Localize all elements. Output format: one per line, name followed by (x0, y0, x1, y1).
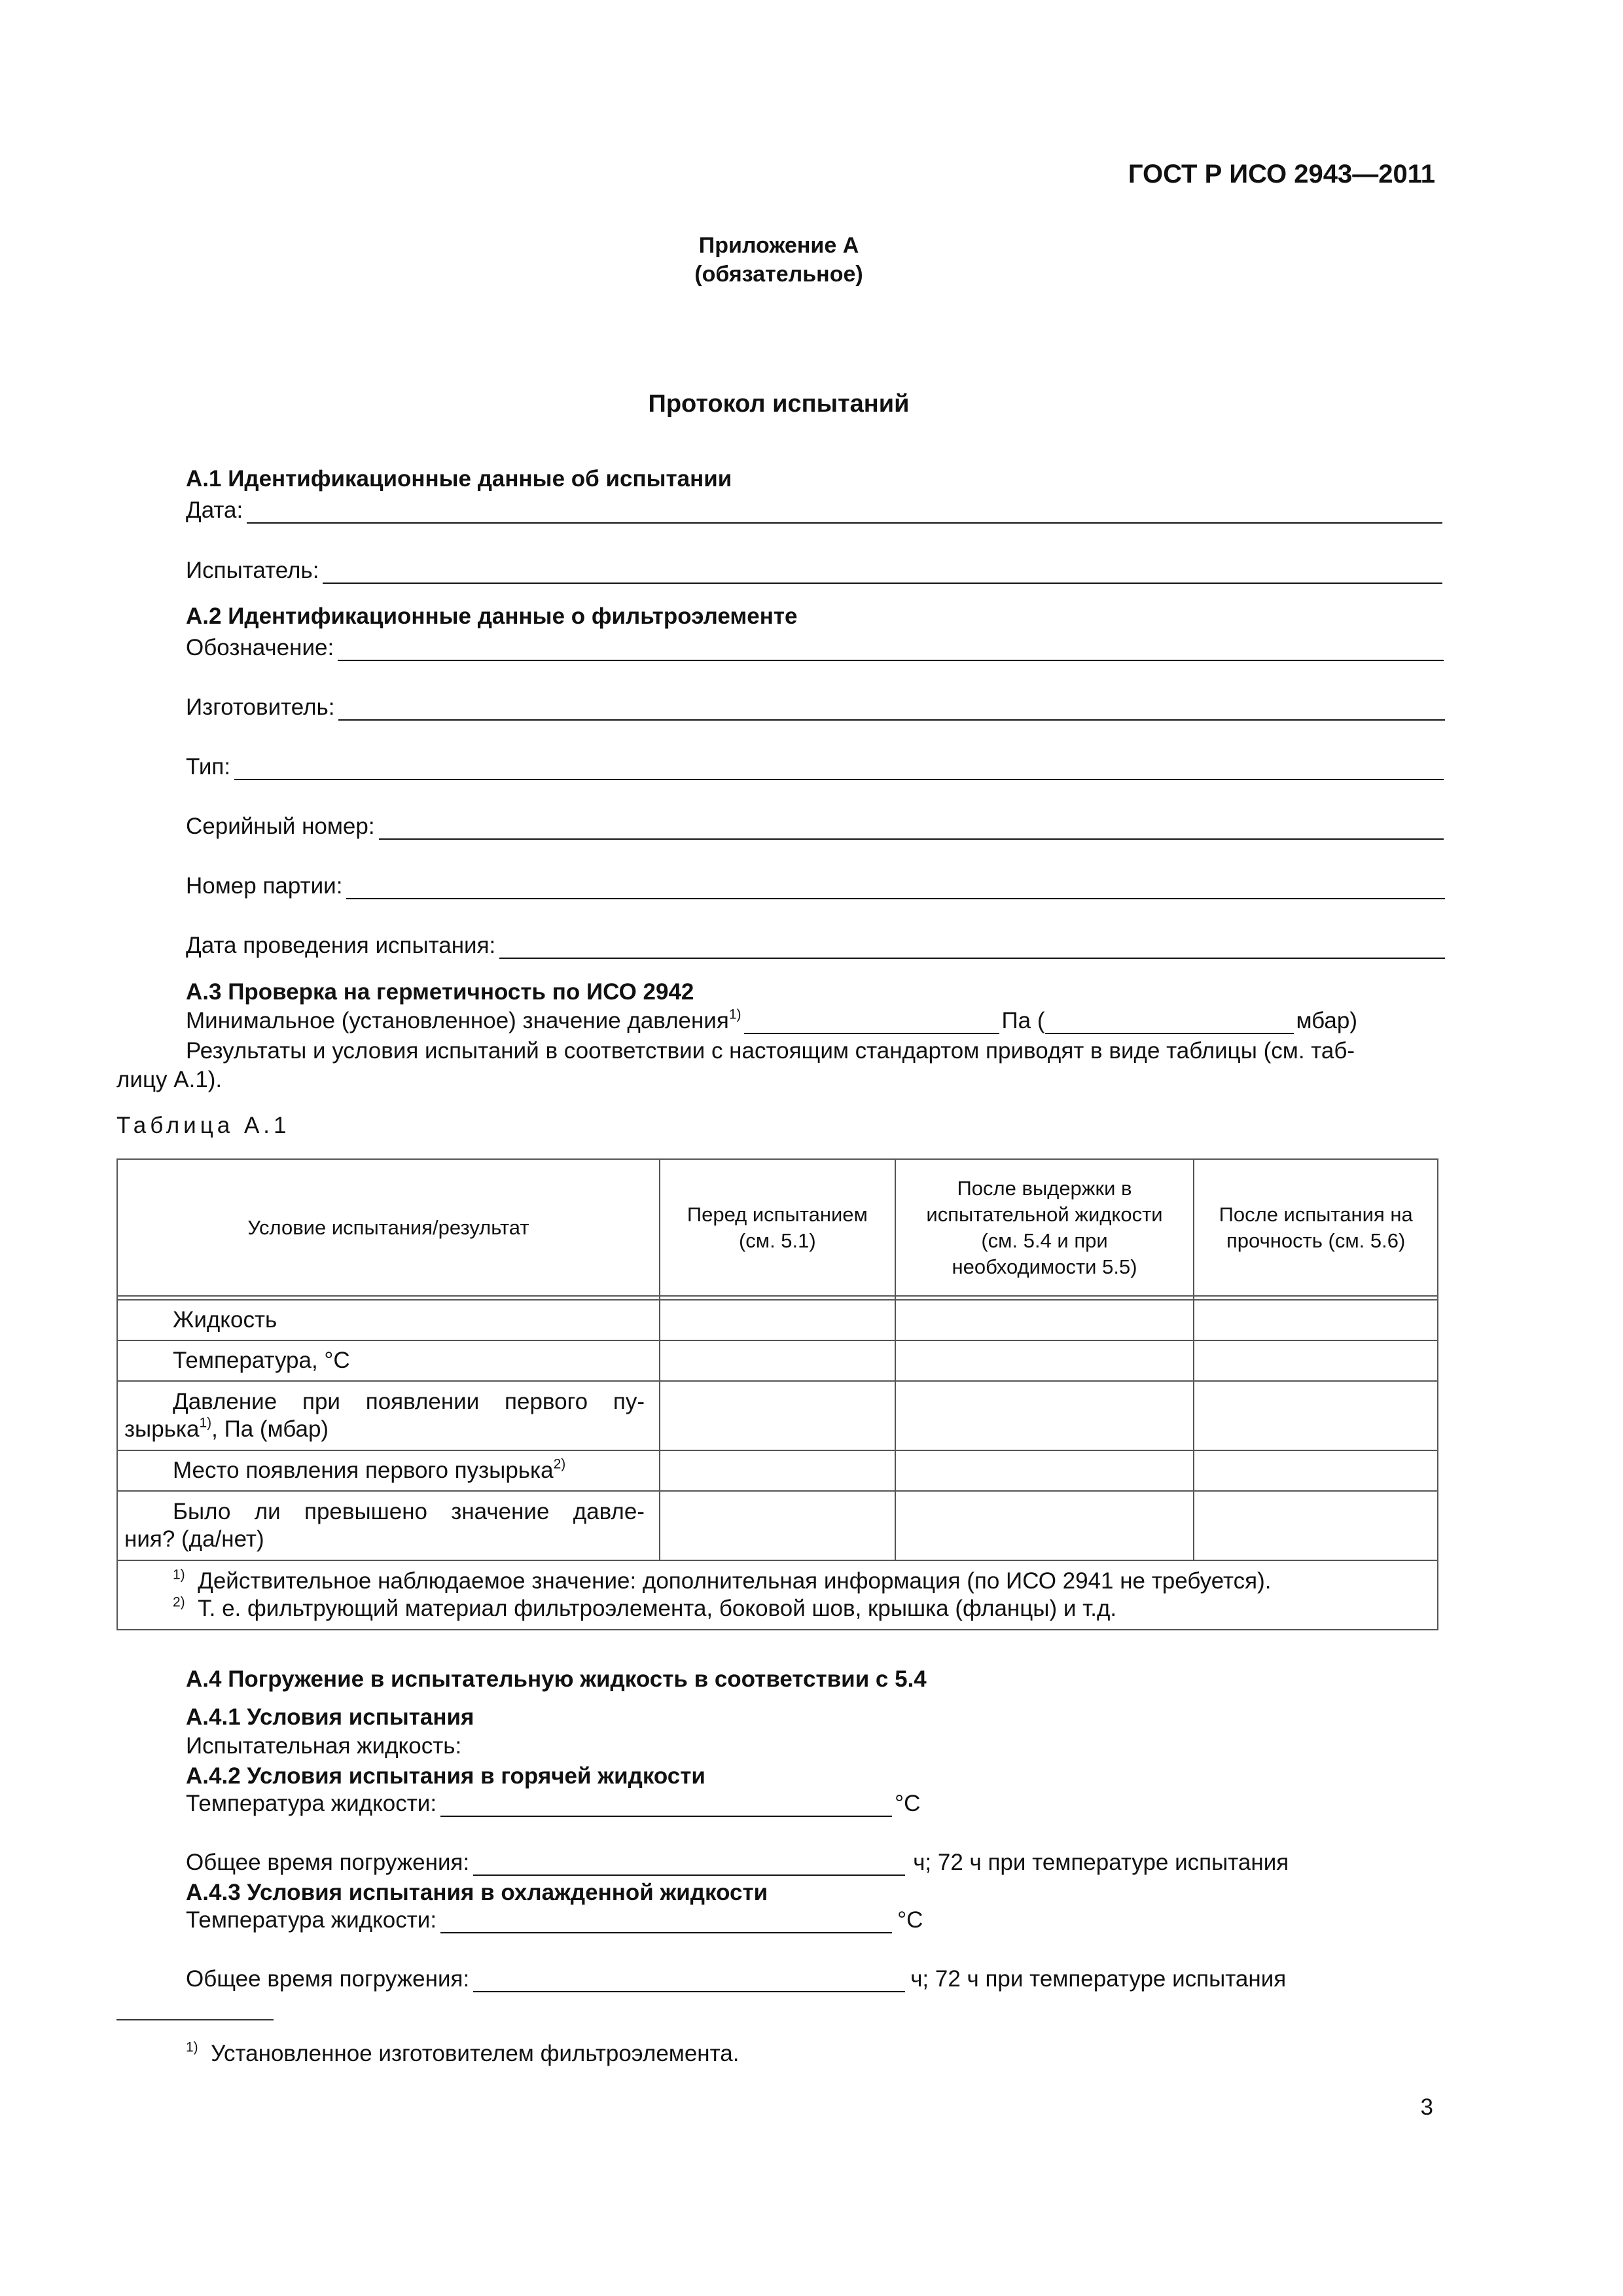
hot-time-unit: ч; 72 ч при температуре испытания (913, 1850, 1289, 1875)
test-date-line[interactable] (499, 938, 1445, 959)
batch-field[interactable] (186, 873, 1445, 899)
table-cell[interactable] (660, 1300, 895, 1340)
serial-label: Серийный номер: (186, 814, 375, 839)
batch-label: Номер партии: (186, 873, 343, 899)
batch-line[interactable] (346, 878, 1445, 899)
pressure-pa-line[interactable] (744, 1013, 999, 1034)
mbar-label: мбар) (1296, 1008, 1358, 1033)
cold-temp-unit: °С (897, 1907, 923, 1933)
table-row (117, 1450, 1438, 1491)
date-line[interactable] (247, 503, 1442, 524)
section-a1-heading: А.1 Идентификационные данные об испытании (186, 466, 732, 492)
date-label: Дата: (186, 497, 243, 523)
section-a43-heading: А.4.3 Условия испытания в охлажденной жидкости (186, 1880, 768, 1905)
table-cell[interactable] (1194, 1340, 1438, 1381)
hot-temp-field[interactable] (186, 1791, 958, 1817)
table-cell[interactable] (660, 1450, 895, 1491)
hot-temp-line[interactable] (440, 1796, 892, 1817)
protocol-title: Протокол испытаний (648, 390, 910, 418)
test-liquid-label: Испытательная жидкость: (186, 1733, 462, 1759)
type-label: Тип: (186, 754, 231, 780)
footnote-divider (116, 2019, 274, 2020)
section-a2-heading: А.2 Идентификационные данные о фильтроэлементе (186, 603, 798, 629)
tester-field[interactable] (186, 558, 1442, 584)
results-text-line2: лицу А.1). (116, 1067, 223, 1092)
section-a3-heading: А.3 Проверка на герметичность по ИСО 2942 (186, 979, 694, 1005)
test-date-field[interactable] (186, 933, 1445, 959)
section-a4-heading: А.4 Погружение в испытательную жидкость в соответствии с 5.4 (186, 1666, 927, 1692)
row-bubble-place-label: Место появления первого пузырька$^{2)}$ (117, 1450, 660, 1491)
table-cell[interactable] (1194, 1450, 1438, 1491)
cold-temp-field[interactable] (186, 1907, 958, 1933)
pressure-label: Минимальное (установленное) значение давления$^{1)}$ (186, 1007, 741, 1033)
table-notes-row (117, 1560, 1438, 1630)
table-header-row (117, 1159, 1438, 1296)
table-cell[interactable] (895, 1381, 1194, 1450)
table-cell[interactable] (895, 1340, 1194, 1381)
results-text-line1: Результаты и условия испытаний в соответствии с настоящим стандартом приводят в виде таблицы (см. таб- (186, 1038, 1355, 1064)
table-cell[interactable] (660, 1381, 895, 1450)
table-row (117, 1491, 1438, 1560)
cold-temp-label: Температура жидкости: (186, 1907, 437, 1933)
table-cell[interactable] (1194, 1300, 1438, 1340)
pressure-mbar-line[interactable] (1045, 1013, 1294, 1034)
hot-temp-label: Температура жидкости: (186, 1791, 437, 1816)
table-note-2: $^{2)}$ Т. е. фильтрующий материал фильтроэлемента, боковой шов, крышка (фланцы) и т.д. (173, 1594, 1117, 1621)
designation-line[interactable] (338, 640, 1444, 661)
cold-time-label: Общее время погружения: (186, 1966, 470, 1992)
table-caption: Таблица А.1 (116, 1113, 291, 1138)
hot-time-label: Общее время погружения: (186, 1850, 470, 1875)
cold-time-field[interactable] (186, 1966, 1429, 1992)
header-condition: Условие испытания/результат (117, 1159, 660, 1296)
table-cell[interactable] (660, 1340, 895, 1381)
header-after-soak: После выдержки в испытательной жидкости (см. 5.4 и при необходимости 5.5) (895, 1159, 1194, 1296)
hot-temp-unit: °С (895, 1791, 921, 1816)
cold-temp-line[interactable] (440, 1912, 892, 1933)
table-cell[interactable] (895, 1450, 1194, 1491)
footnote-text: Установленное изготовителем фильтроэлемента. (211, 2041, 740, 2066)
section-a41-heading: А.4.1 Условия испытания (186, 1704, 474, 1730)
designation-label: Обозначение: (186, 635, 334, 660)
hot-time-field[interactable] (186, 1850, 1429, 1876)
page-number: 3 (1420, 2094, 1433, 2120)
type-field[interactable] (186, 754, 1444, 780)
table-cell[interactable] (1194, 1381, 1438, 1450)
pressure-footnote-mark: 1) (728, 1007, 741, 1022)
footnote-mark: 1) (186, 2039, 198, 2055)
table-row (117, 1340, 1438, 1381)
test-date-label: Дата проведения испытания: (186, 933, 496, 958)
designation-field[interactable] (186, 635, 1444, 661)
serial-field[interactable] (186, 814, 1444, 840)
header-before-test: Перед испытанием (см. 5.1) (660, 1159, 895, 1296)
manufacturer-label: Изготовитель: (186, 694, 335, 720)
appendix-title: Приложение А (698, 233, 859, 258)
pressure-field (186, 1008, 1444, 1034)
row-temperature-label: Температура, °С (117, 1340, 660, 1381)
type-line[interactable] (234, 759, 1444, 780)
table-note-1: $^{1)}$ Действительное наблюдаемое значение: дополнительная информация (по ИСО 2941 не требуется). (173, 1567, 1272, 1594)
results-table (116, 1158, 1438, 1630)
section-a42-heading: А.4.2 Условия испытания в горячей жидкости (186, 1763, 705, 1789)
manufacturer-line[interactable] (338, 700, 1445, 721)
cold-time-line[interactable] (473, 1971, 905, 1992)
serial-line[interactable] (379, 819, 1444, 840)
row-bubble-pressure-label: Давление при появлении первого пу- зырька$^{1)}$, Па (мбар) (117, 1381, 660, 1450)
document-code: ГОСТ Р ИСО 2943—2011 (1128, 160, 1435, 188)
appendix-status: (обязательное) (694, 262, 863, 287)
manufacturer-field[interactable] (186, 694, 1445, 721)
tester-label: Испытатель: (186, 558, 319, 583)
table-cell[interactable] (1194, 1491, 1438, 1560)
header-after-strength: После испытания на прочность (см. 5.6) (1194, 1159, 1438, 1296)
table-cell[interactable] (660, 1491, 895, 1560)
row-liquid-label: Жидкость (117, 1300, 660, 1340)
date-field[interactable] (186, 497, 1442, 524)
table-cell[interactable] (895, 1491, 1194, 1560)
pa-label: Па ( (1001, 1008, 1045, 1033)
hot-time-line[interactable] (473, 1855, 905, 1876)
cold-time-unit: ч; 72 ч при температуре испытания (910, 1966, 1287, 1992)
table-row (117, 1300, 1438, 1340)
table-notes (117, 1560, 1438, 1630)
table-cell[interactable] (895, 1300, 1194, 1340)
row-exceeded-label: Было ли превышено значение давле- ния? (да/нет) (117, 1491, 660, 1560)
table-row (117, 1381, 1438, 1450)
footnote (186, 2041, 739, 2067)
tester-line[interactable] (323, 563, 1442, 584)
